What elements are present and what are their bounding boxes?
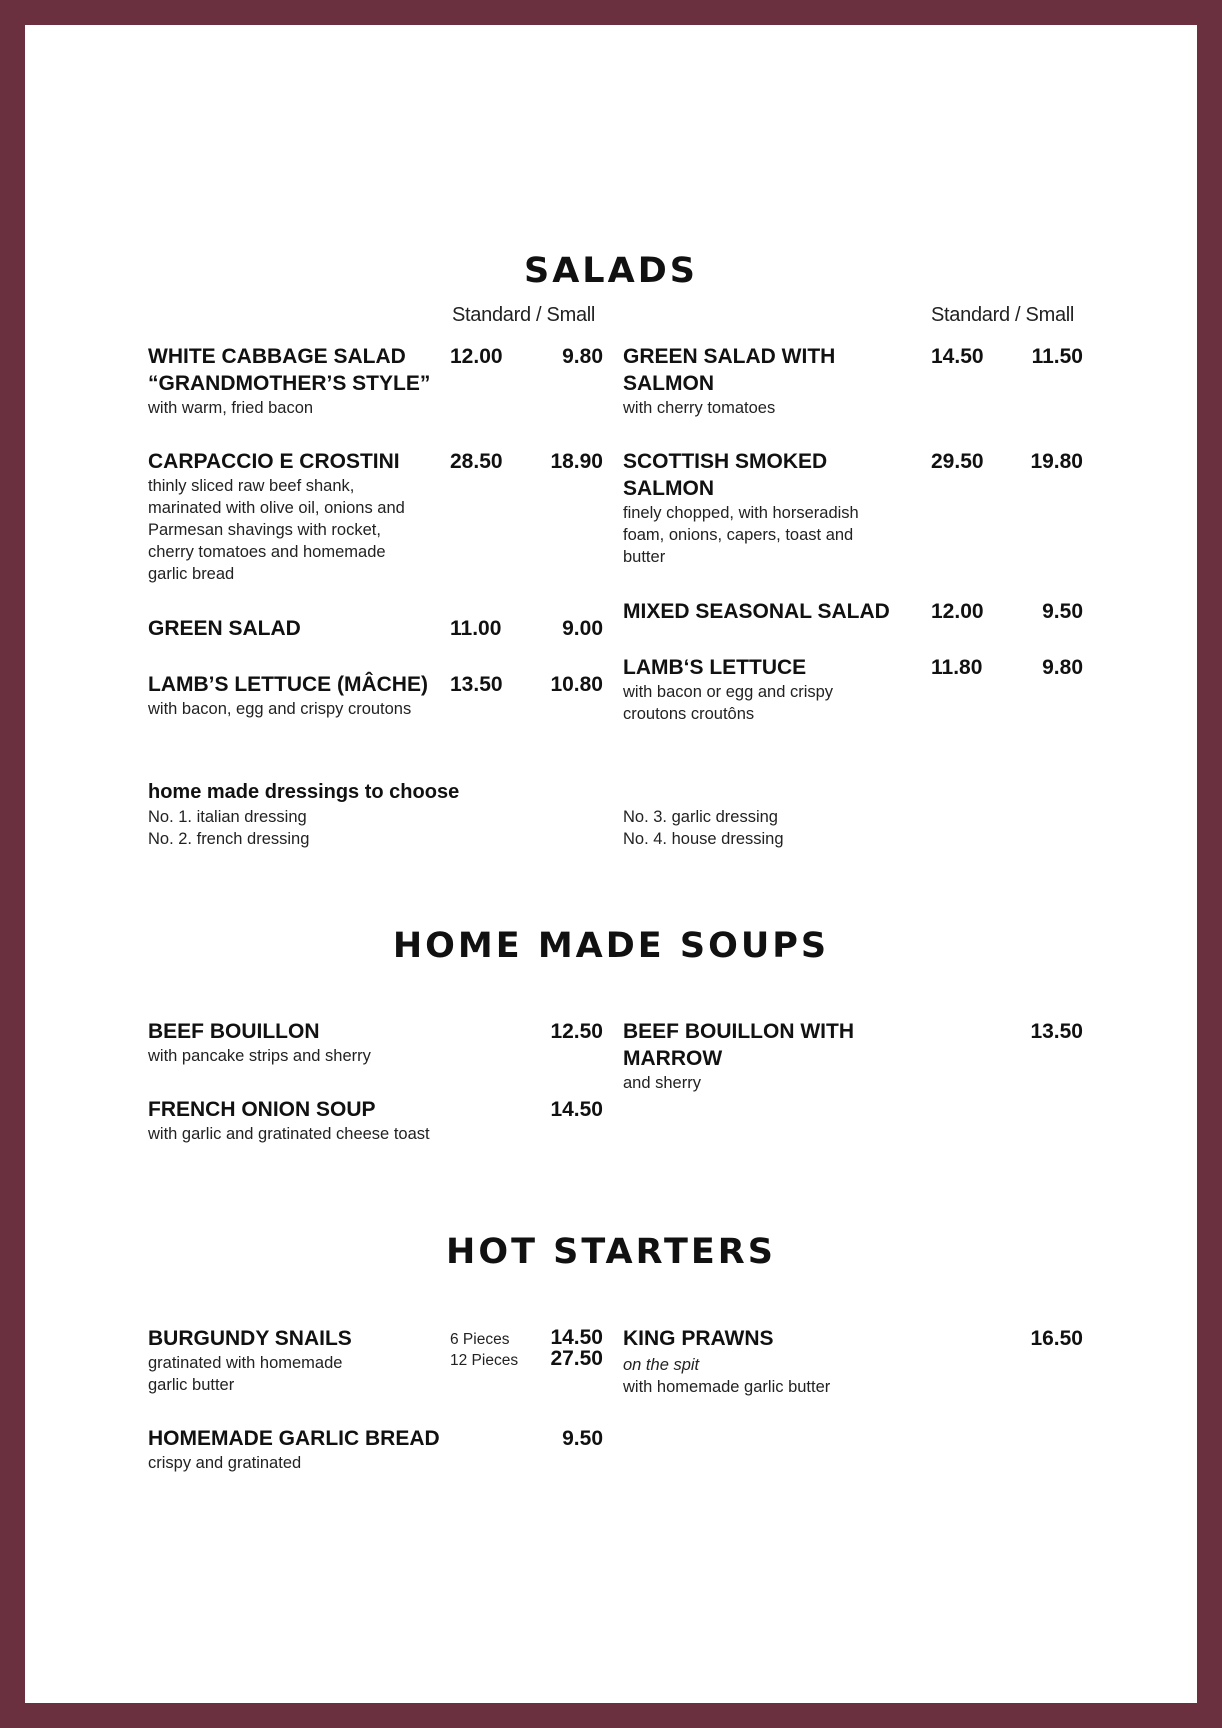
column-header-left: Standard / Small (452, 304, 596, 326)
menu-item (623, 1325, 1083, 1398)
menu-item (623, 448, 1083, 568)
price: 9.50 (562, 1427, 603, 1450)
price-small: 9.00 (562, 617, 603, 640)
price-small: 10.80 (550, 673, 603, 696)
item-name: CARPACCIO E CROSTINI (148, 450, 400, 473)
section-title-salads: SALADS (524, 251, 698, 291)
price-standard: 12.00 (450, 345, 503, 368)
price-small: 19.80 (1030, 450, 1083, 473)
item-description: with pancake strips and sherry (148, 1047, 371, 1065)
price-small: 9.80 (562, 345, 603, 368)
menu-item (148, 615, 603, 642)
price: 13.50 (1030, 1020, 1083, 1043)
item-name: WHITE CABBAGE SALAD “GRANDMOTHER’S STYLE” (148, 345, 431, 395)
portion-qty: 6 Pieces (450, 1331, 510, 1348)
price-standard: 11.80 (931, 656, 983, 679)
item-name: SCOTTISH SMOKED SALMON (623, 450, 828, 500)
price-standard: 11.00 (450, 617, 502, 640)
item-description: crispy and gratinated (148, 1454, 302, 1472)
item-name: BEEF BOUILLON WITH MARROW (623, 1020, 854, 1070)
item-name: LAMB‘S LETTUCE (623, 656, 807, 679)
menu-item (623, 343, 1083, 419)
price: 14.50 (550, 1098, 603, 1121)
item-description: finely chopped, with horseradish foam, onions, capers, toast and butter (623, 504, 859, 566)
menu-page (25, 25, 1197, 1703)
price: 16.50 (1030, 1327, 1083, 1350)
menu-item (148, 1425, 603, 1474)
item-description: with garlic and gratinated cheese toast (148, 1125, 430, 1143)
dressing-option: No. 3. garlic dressing (623, 808, 778, 826)
dressing-option: No. 4. house dressing (623, 830, 784, 848)
column-header-right: Standard / Small (931, 304, 1075, 326)
item-description: with cherry tomatoes (623, 399, 776, 417)
item-name: BEEF BOUILLON (148, 1020, 320, 1043)
item-name: MIXED SEASONAL SALAD (623, 600, 890, 623)
item-description: with homemade garlic butter (623, 1378, 831, 1396)
dressings-title: home made dressings to choose (148, 781, 460, 803)
item-name: GREEN SALAD WITH SALMON (623, 345, 836, 395)
item-description: gratinated with homemade garlic butter (148, 1354, 343, 1394)
item-note: on the spit (623, 1356, 700, 1374)
section-title-soups: HOME MADE SOUPS (392, 926, 830, 966)
menu-item (148, 1096, 603, 1145)
price-standard: 29.50 (931, 450, 984, 473)
portion-price: 27.50 (550, 1347, 603, 1370)
item-name: FRENCH ONION SOUP (148, 1098, 376, 1121)
menu-item (148, 343, 603, 419)
item-name: BURGUNDY SNAILS (148, 1327, 352, 1350)
menu-item (623, 1018, 1083, 1094)
portion-qty: 12 Pieces (450, 1352, 519, 1369)
menu-item (148, 1325, 603, 1396)
menu-item (148, 448, 603, 585)
item-description: and sherry (623, 1074, 701, 1092)
item-name: HOMEMADE GARLIC BREAD (148, 1427, 440, 1450)
item-description: with bacon, egg and crispy croutons (148, 700, 412, 718)
price-small: 18.90 (550, 450, 603, 473)
item-description: with warm, fried bacon (148, 399, 314, 417)
menu-item (148, 671, 603, 720)
price-small: 11.50 (1031, 345, 1083, 368)
price-standard: 13.50 (450, 673, 503, 696)
portion-option (450, 1349, 603, 1371)
section-title-hot-starters: HOT STARTERS (446, 1232, 776, 1272)
item-name: LAMB’S LETTUCE (MÂCHE) (148, 673, 428, 696)
menu-item (623, 654, 1083, 725)
menu-item (148, 1018, 603, 1067)
price-standard: 12.00 (931, 600, 984, 623)
item-name: KING PRAWNS (623, 1327, 774, 1350)
dressing-option: No. 1. italian dressing (148, 808, 307, 826)
dressing-option: No. 2. french dressing (148, 830, 310, 848)
item-name: GREEN SALAD (148, 617, 301, 640)
price-standard: 14.50 (931, 345, 984, 368)
item-description: thinly sliced raw beef shank, marinated with olive oil, onions and Parmesan shavings with rocket, cherry tomatoes and homemade garlic bread (148, 477, 405, 583)
price-small: 9.80 (1042, 656, 1083, 679)
price: 12.50 (550, 1020, 603, 1043)
menu-item (623, 598, 1083, 625)
price-standard: 28.50 (450, 450, 503, 473)
portion-price: 14.50 (550, 1326, 603, 1349)
item-description: with bacon or egg and crispy croutons croutôns (623, 683, 834, 723)
price-small: 9.50 (1042, 600, 1083, 623)
